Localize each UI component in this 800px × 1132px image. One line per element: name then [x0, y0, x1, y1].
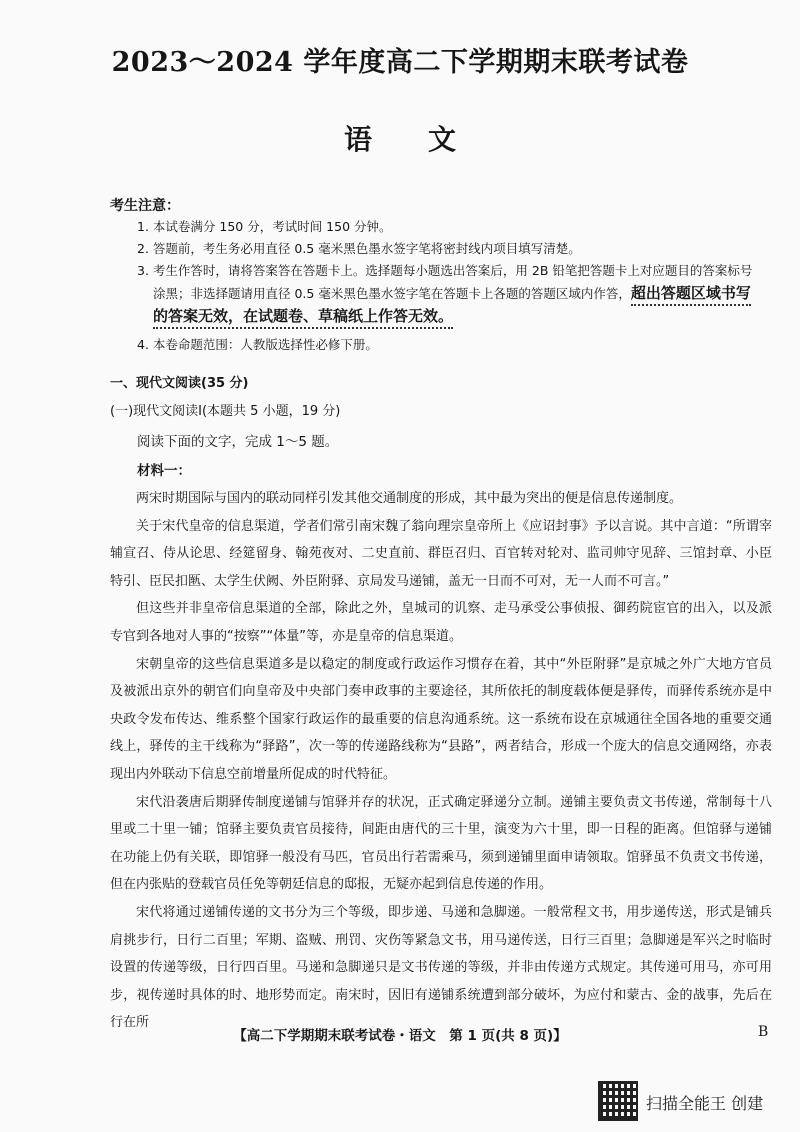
passage-paragraph-3: 但这些并非皇帝信息渠道的全部，除此之外，皇城司的讥察、走马承受公事侦报、御药院宦官的出入，以及派专官到各地对人事的“按察”“体量”等，亦是皇帝的信息渠道。	[110, 601, 772, 644]
notice-item-3	[137, 260, 787, 328]
notice-item-3-text: 涂黑；非选择题请用直径 0.5 毫米黑色墨水签字笔在答题卡上各题的答题区域内作答，	[153, 286, 631, 301]
passage-paragraph-5: 宋代沿袭唐后期驿传制度递铺与馆驿并存的状况，正式确定驿递分立制。递铺主要负责文书传递，常制每十八里或二十里一铺；馆驿主要负责官员接待，间距由唐代的三十里，演变为六十里，即一日程的距离。但馆驿与递铺在功能上仍有关联，即馆驿一般没有马匹，官员出行若需乘马，须到递铺里面申请领取。馆驿虽不负责文书传递，但在内张贴的登载官员任免等朝廷信息的邸报，无疑亦起到信息传递的作用。	[110, 794, 772, 893]
notice-item-2: 2. 答题前，考生务必用直径 0.5 毫米黑色墨水签字笔将密封线内项目填写清楚。	[137, 241, 581, 256]
notice-item-3-cont2	[137, 305, 787, 328]
notice-item-4: 4. 本卷命题范围：人教版选择性必修下册。	[137, 337, 378, 352]
section-title: 一、现代文阅读(35 分)	[110, 376, 249, 391]
subject-title: 语文	[343, 123, 512, 156]
notice-heading: 考生注意：	[110, 198, 180, 214]
passage-paragraph-1: 两宋时期国际与国内的联动同样引发其他交通制度的形成，其中最为突出的便是信息传递制度。	[136, 491, 683, 506]
scanner-watermark: 扫描全能王 创建	[646, 1094, 764, 1113]
notice-item-3-emphasis-1: 超出答题区域书写	[631, 284, 751, 306]
notice-item-1: 1. 本试卷满分 150 分，考试时间 150 分钟。	[137, 219, 392, 234]
notice-item-3-emphasis-2: 的答案无效，在试题卷、草稿纸上作答无效。	[153, 307, 453, 329]
notice-list	[137, 216, 787, 356]
notice-item-3-cont	[137, 282, 787, 305]
paper-version: B	[758, 1024, 769, 1040]
page-title: 2023～2024 学年度高二下学期期末联考试卷	[111, 47, 689, 78]
page-footer: 【高二下学期期末联考试卷・语文 第 1 页(共 8 页)】	[233, 1028, 567, 1044]
qr-code-icon	[600, 1083, 636, 1119]
reading-passage	[110, 485, 772, 1037]
material-label: 材料一：	[137, 463, 191, 479]
passage-paragraph-2: 关于宋代皇帝的信息渠道，学者们常引南宋魏了翁向理宗皇帝所上《应诏封事》予以言说。其中言道：“所谓宰辅宣召、侍从论思、经筵留身、翰苑夜对、二史直前、群臣召归、百官转对轮对、监司帅守见辞、三馆封章、小臣特引、臣民扣匦、太学生伏阙、外臣附驿、京局发马递铺，盖无一日而不可对，无一人而不可言。”	[110, 518, 772, 589]
passage-paragraph-6: 宋代将通过递铺传递的文书分为三个等级，即步递、马递和急脚递。一般常程文书，用步递传送，形式是铺兵肩挑步行，日行二百里；军期、盗贼、刑罚、灾伤等紧急文书，用马递传送，日行三百里；急脚递是军兴之时临时设置的传递等级，日行四百里。马递和急脚递只是文书传递的等级，并非由传递方式规定。其传递可用马，亦可用步，视传递时具体的时、地形势而定。南宋时，因旧有递铺系统遭到部分破坏，为应付和蒙古、金的战事，先后在行在所	[110, 904, 772, 1031]
notice-item-3-line1: 3. 考生作答时，请将答案答在答题卡上。选择题每小题选出答案后，用 2B 铅笔把答题卡上对应题目的答案标号	[137, 263, 753, 278]
passage-paragraph-4: 宋朝皇帝的这些信息渠道多是以稳定的制度或行政运作习惯存在着，其中“外臣附驿”是京城之外广大地方官员及被派出京外的朝官们向皇帝及中央部门奏申政事的主要途径，其所依托的制度载体便是驿传，而驿传系统亦是中央政令发布传达、维系整个国家行政运作的最重要的信息沟通系统。这一系统布设在京城通往全国各地的重要交通线上，驿传的主干线称为“驿路”，次一等的传递路线称为“县路”，两者结合，形成一个庞大的信息交通网络，亦表现出内外联动下信息空前增量所促成的时代特征。	[110, 656, 772, 782]
section-subtitle: (一)现代文阅读Ⅰ(本题共 5 小题，19 分)	[110, 404, 341, 419]
section-instruction: 阅读下面的文字，完成 1～5 题。	[137, 434, 339, 450]
